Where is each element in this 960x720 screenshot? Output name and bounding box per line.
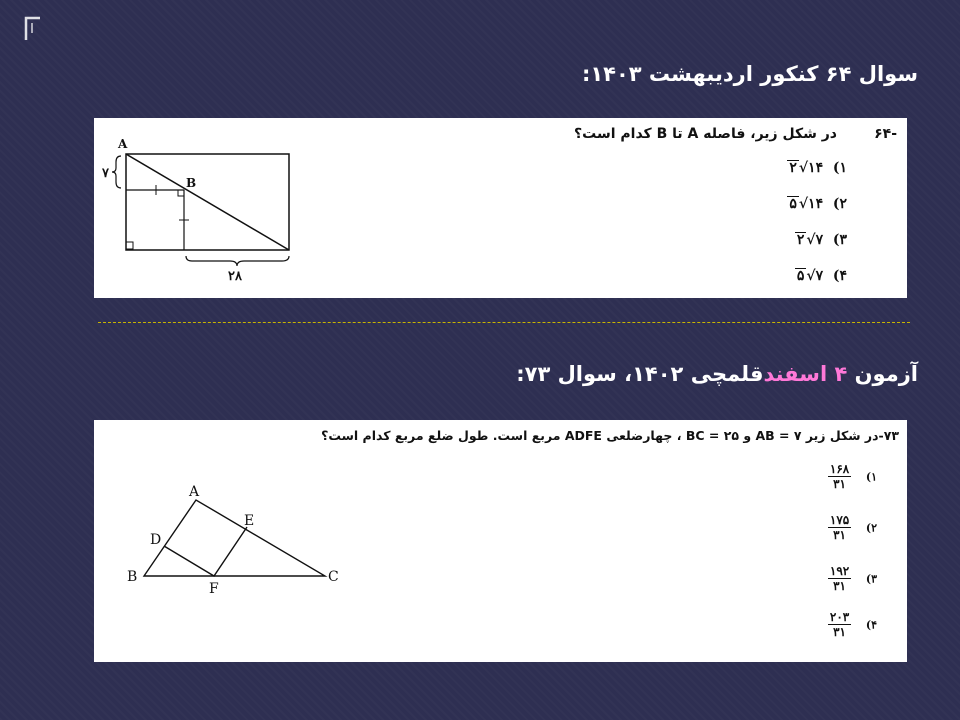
point-b-label: B <box>186 176 197 190</box>
question-73-heading <box>516 362 918 386</box>
fraction-denominator: ۳۱ <box>833 625 846 639</box>
option-radicand: ۵ <box>789 196 797 212</box>
option-number: ۲) <box>865 521 877 535</box>
q64-option-3[interactable]: ۳) ۷√۲ <box>796 232 847 248</box>
fraction-denominator: ۳۱ <box>833 528 846 542</box>
bottom-brace <box>186 256 289 266</box>
q73-option-1[interactable] <box>828 462 877 491</box>
option-number: ۳) <box>832 232 847 248</box>
option-fraction <box>828 462 851 491</box>
fraction-numerator: ۱۶۸ <box>829 462 850 476</box>
heading-highlight: ۴ اسفند <box>763 362 848 386</box>
fraction-numerator: ۱۹۲ <box>829 564 850 578</box>
option-number: ۴) <box>832 268 847 284</box>
separator-line <box>98 322 910 323</box>
fraction-denominator: ۳۱ <box>833 579 846 593</box>
question-64-heading: سوال ۶۴ کنکور اردیبهشت ۱۴۰۳: <box>581 62 918 86</box>
option-number: ۱) <box>832 160 847 176</box>
point-a-label: A <box>189 484 200 500</box>
point-c-label: C <box>328 569 339 585</box>
option-fraction <box>828 564 851 593</box>
heading-prefix: آزمون <box>847 362 918 386</box>
option-number: ۲) <box>832 196 847 212</box>
option-radicand: ۵ <box>796 268 805 284</box>
point-b-label: B <box>127 569 138 585</box>
question-64-figure <box>94 118 314 298</box>
heading-suffix: قلمچی ۱۴۰۲، سوال ۷۳: <box>516 362 764 386</box>
q64-option-2[interactable]: ۲) ۱۴√۵ <box>789 196 847 212</box>
point-d-label: D <box>150 532 162 548</box>
point-a-label: A <box>118 137 128 151</box>
right-angle-mark <box>126 242 133 249</box>
diagonal-line <box>126 154 289 250</box>
q73-option-2[interactable] <box>828 513 877 542</box>
option-coefficient: ۷ <box>815 232 824 248</box>
question-73-panel <box>94 420 907 662</box>
option-coefficient: ۷ <box>815 268 824 284</box>
question-64-number: -۶۴ <box>874 126 897 142</box>
option-number: ۴) <box>865 618 877 632</box>
square-adfe <box>164 527 247 576</box>
left-brace <box>112 156 121 188</box>
question-64-text: در شکل زیر، فاصله A تا B کدام است؟ <box>574 126 837 142</box>
q73-option-4[interactable] <box>828 610 877 639</box>
bottom-length-label: ۲۸ <box>228 269 242 284</box>
q64-option-1[interactable]: ۱) ۱۴√۲ <box>789 160 847 176</box>
question-64-panel <box>94 118 907 298</box>
option-radicand: ۲ <box>796 232 805 248</box>
option-number: ۳) <box>865 572 877 586</box>
option-radicand: ۲ <box>789 160 797 176</box>
question-73-text: ۷۳-در شکل زیر ۷ = AB و ۲۵ = BC ، چهارضلعی ADFE مربع است. طول ضلع مربع کدام است؟ <box>321 428 899 443</box>
option-number: ۱) <box>865 470 877 484</box>
right-angle-mark <box>178 190 184 196</box>
option-fraction <box>828 513 851 542</box>
point-f-label: F <box>209 581 219 597</box>
option-coefficient: ۱۴ <box>808 160 824 176</box>
fraction-numerator: ۱۷۵ <box>829 513 850 527</box>
fraction-numerator: ۲۰۳ <box>829 610 850 624</box>
corner-decoration <box>0 0 60 60</box>
option-coefficient: ۱۴ <box>808 196 824 212</box>
fraction-denominator: ۳۱ <box>833 477 846 491</box>
triangle-abc <box>144 500 325 576</box>
q73-option-3[interactable] <box>828 564 877 593</box>
question-73-figure <box>94 420 374 662</box>
side-length-label: ۷ <box>102 166 109 181</box>
option-fraction <box>828 610 851 639</box>
q64-option-4[interactable]: ۴) ۷√۵ <box>796 268 847 284</box>
point-e-label: E <box>244 513 255 529</box>
